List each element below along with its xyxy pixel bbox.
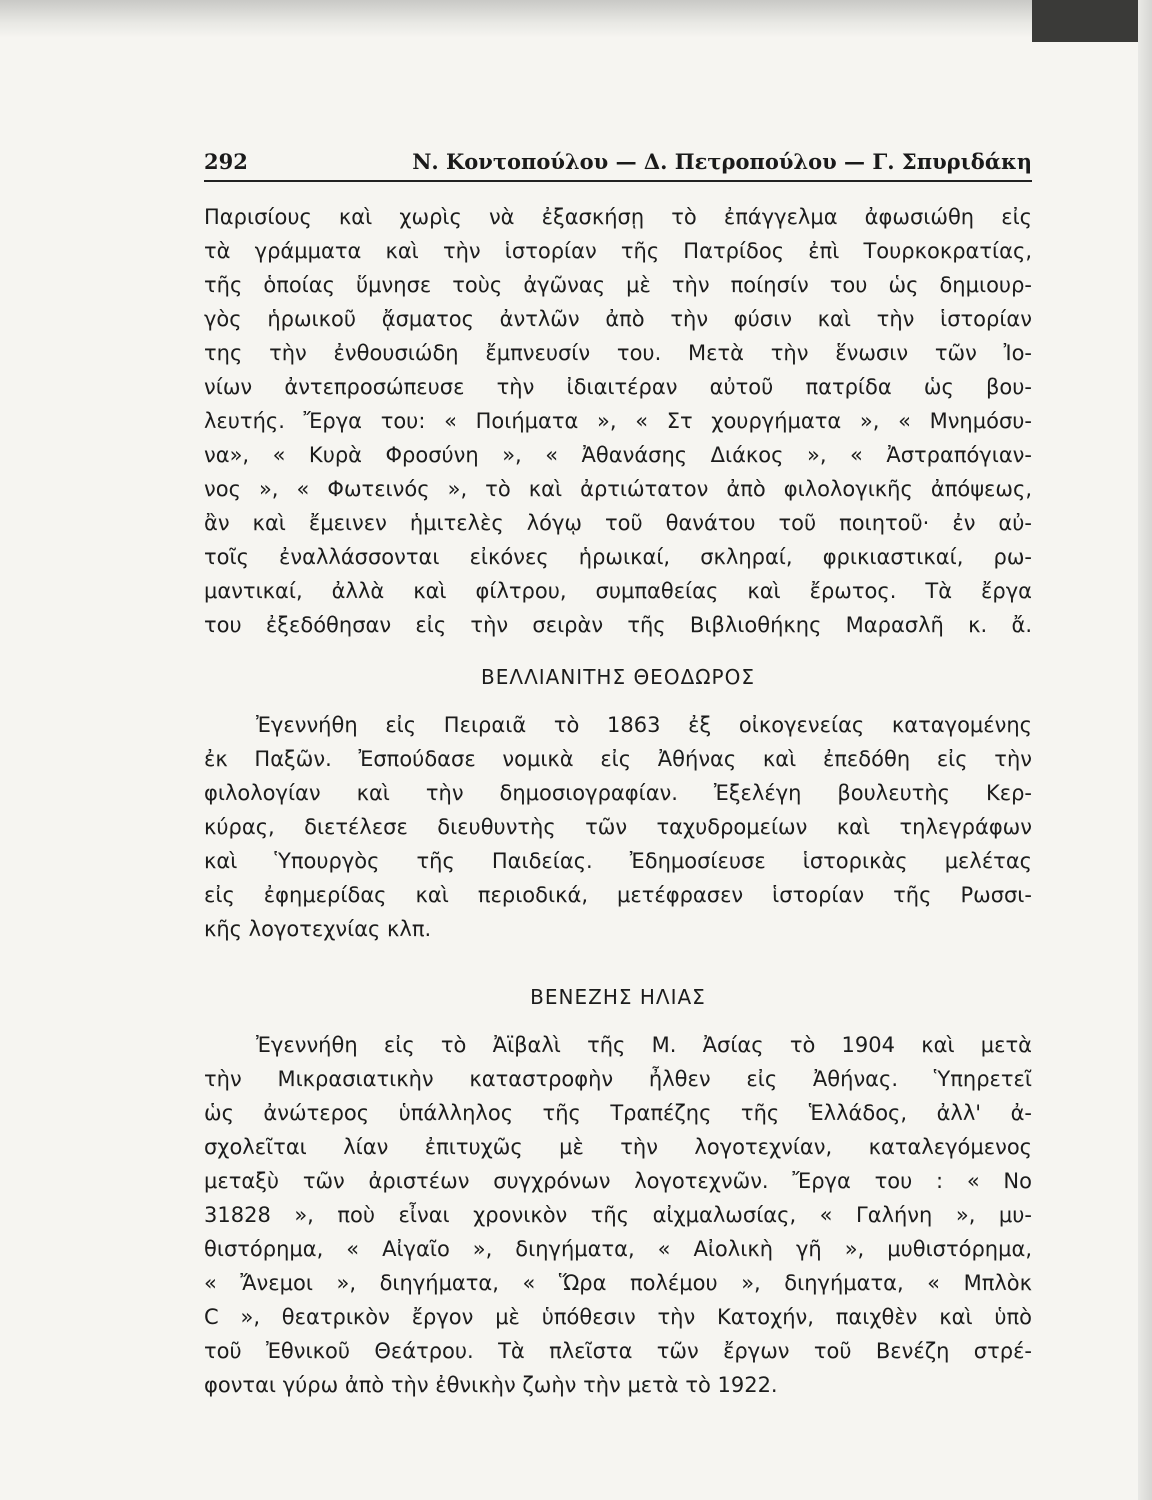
scan-top-edge [0,0,1152,38]
text-line: C », θεατρικὸν ἔργον μὲ ὑπόθεσιν τὴν Κατοχήν, παιχθὲν καὶ ὑπὸ [204,1305,1032,1329]
text-line: 31828 », ποὺ εἶναι χρονικὸν τῆς αἰχμαλωσίας, « Γαλήνη », μυ- [204,1203,1032,1227]
paragraph-continued [204,200,1032,642]
text-line: Ἐγεννήθη εἰς Πειραιᾶ τὸ 1863 ἐξ οἰκογενείας καταγομένης [256,713,1032,737]
body-text [204,200,1032,1402]
text-line: φιλολογίαν καὶ τὴν δημοσιογραφίαν. Ἐξελέγη βουλευτὴς Κερ- [204,781,1032,805]
text-line: Ἐγεννήθη εἰς τὸ Ἀϊβαλὶ τῆς Μ. Ἀσίας τὸ 1904 καὶ μετὰ [256,1033,1032,1057]
text-line: της τὴν ἐνθουσιώδη ἔμπνευσίν του. Μετὰ τὴν ἕνωσιν τῶν Ἰο- [204,341,1032,365]
text-line: σχολεῖται λίαν ἐπιτυχῶς μὲ τὴν λογοτεχνίαν, καταλεγόμενος [204,1135,1032,1159]
text-line: « Ἄνεμοι », διηγήματα, « Ὥρα πολέμου », διηγήματα, « Μπλὸκ [204,1271,1032,1295]
text-line: καὶ Ὑπουργὸς τῆς Παιδείας. Ἐδημοσίευσε ἱστορικὰς μελέτας [204,849,1032,873]
text-line: τοῦ Ἐθνικοῦ Θεάτρου. Τὰ πλεῖστα τῶν ἔργων τοῦ Βενέζη στρέ- [204,1339,1032,1363]
text-line: ὡς ἀνώτερος ὑπάλληλος τῆς Τραπέζης τῆς Ἑλλάδος, ἀλλ' ἀ- [204,1101,1032,1125]
text-line: θιστόρημα, « Αἰγαῖο », διηγήματα, « Αἰολικὴ γῆ », μυθιστόρημα, [204,1237,1032,1261]
text-line: νίων ἀντεπροσώπευσε τὴν ἰδιαιτέραν αὐτοῦ πατρίδα ὡς βου- [204,375,1032,399]
page-header [204,140,1032,182]
text-line: μεταξὺ τῶν ἀριστέων συγχρόνων λογοτεχνῶν. Ἔργα του : « Νο [204,1169,1032,1193]
text-line: μαντικαί, ἀλλὰ καὶ φίλτρου, συμπαθείας καὶ ἔρωτος. Τὰ ἔργα [204,579,1032,603]
text-line: φονται γύρω ἀπὸ τὴν ἐθνικὴν ζωὴν τὴν μετὰ τὸ 1922. [204,1373,778,1397]
text-line: γὸς ἡρωικοῦ ᾄσματος ἀντλῶν ἀπὸ τὴν φύσιν καὶ τὴν ἱστορίαν [204,307,1032,331]
text-line: να», « Κυρὰ Φροσύνη », « Ἀθανάσης Διάκος », « Ἀστραπόγιαν- [204,443,1032,467]
text-line: κῆς λογοτεχνίας κλπ. [204,917,432,941]
text-line: τοῖς ἐναλλάσσονται εἰκόνες ἡρωικαί, σκληραί, φρικιαστικαί, ρω- [204,545,1032,569]
text-line: τῆς ὁποίας ὕμνησε τοὺς ἀγῶνας μὲ τὴν ποίησίν του ὡς δημιουρ- [204,273,1032,297]
scan-binding-shadow [1032,0,1152,42]
page-number: 292 [204,149,248,174]
running-head: Ν. Κοντοπούλου — Δ. Πετροπούλου — Γ. Σπυριδάκη [412,149,1032,174]
text-line: κύρας, διετέλεσε διευθυντὴς τῶν ταχυδρομείων καὶ τηλεγράφων [204,815,1032,839]
text-line: ἐκ Παξῶν. Ἐσπούδασε νομικὰ εἰς Ἀθήνας καὶ ἐπεδόθη εἰς τὴν [204,747,1032,771]
text-line: του ἐξεδόθησαν εἰς τὴν σειρὰν τῆς Βιβλιοθήκης Μαρασλῆ κ. ἄ. [204,613,1032,637]
scan-right-edge [1138,0,1152,1500]
text-line: εἰς ἐφημερίδας καὶ περιοδικά, μετέφρασεν ἱστορίαν τῆς Ρωσσι- [204,883,1032,907]
text-line: τὴν Μικρασιατικὴν καταστροφὴν ἦλθεν εἰς Ἀθήνας. Ὑπηρετεῖ [204,1067,1032,1091]
text-line: τὰ γράμματα καὶ τὴν ἱστορίαν τῆς Πατρίδος ἐπὶ Τουρκοκρατίας, [204,239,1032,263]
section-paragraph-bellianitis [204,708,1032,946]
section-paragraph-venezis [204,1028,1032,1402]
text-line: Παρισίους καὶ χωρὶς νὰ ἐξασκήσῃ τὸ ἐπάγγελμα ἀφωσιώθη εἰς [204,205,1032,229]
section-heading-bellianitis: ΒΕΛΛΙΑΝΙΤΗΣ ΘΕΟΔΩΡΟΣ [481,665,755,689]
section-heading-venezis: ΒΕΝΕΖΗΣ ΗΛΙΑΣ [530,985,706,1009]
text-line: λευτής. Ἔργα του: « Ποιήματα », « Στ χουργήματα », « Μνημόσυ- [204,409,1032,433]
text-line: νος », « Φωτεινός », τὸ καὶ ἀρτιώτατον ἀπὸ φιλολογικῆς ἀπόψεως, [204,477,1032,501]
text-line: ἂν καὶ ἔμεινεν ἡμιτελὲς λόγῳ τοῦ θανάτου τοῦ ποιητοῦ· ἐν αὐ- [204,511,1032,535]
